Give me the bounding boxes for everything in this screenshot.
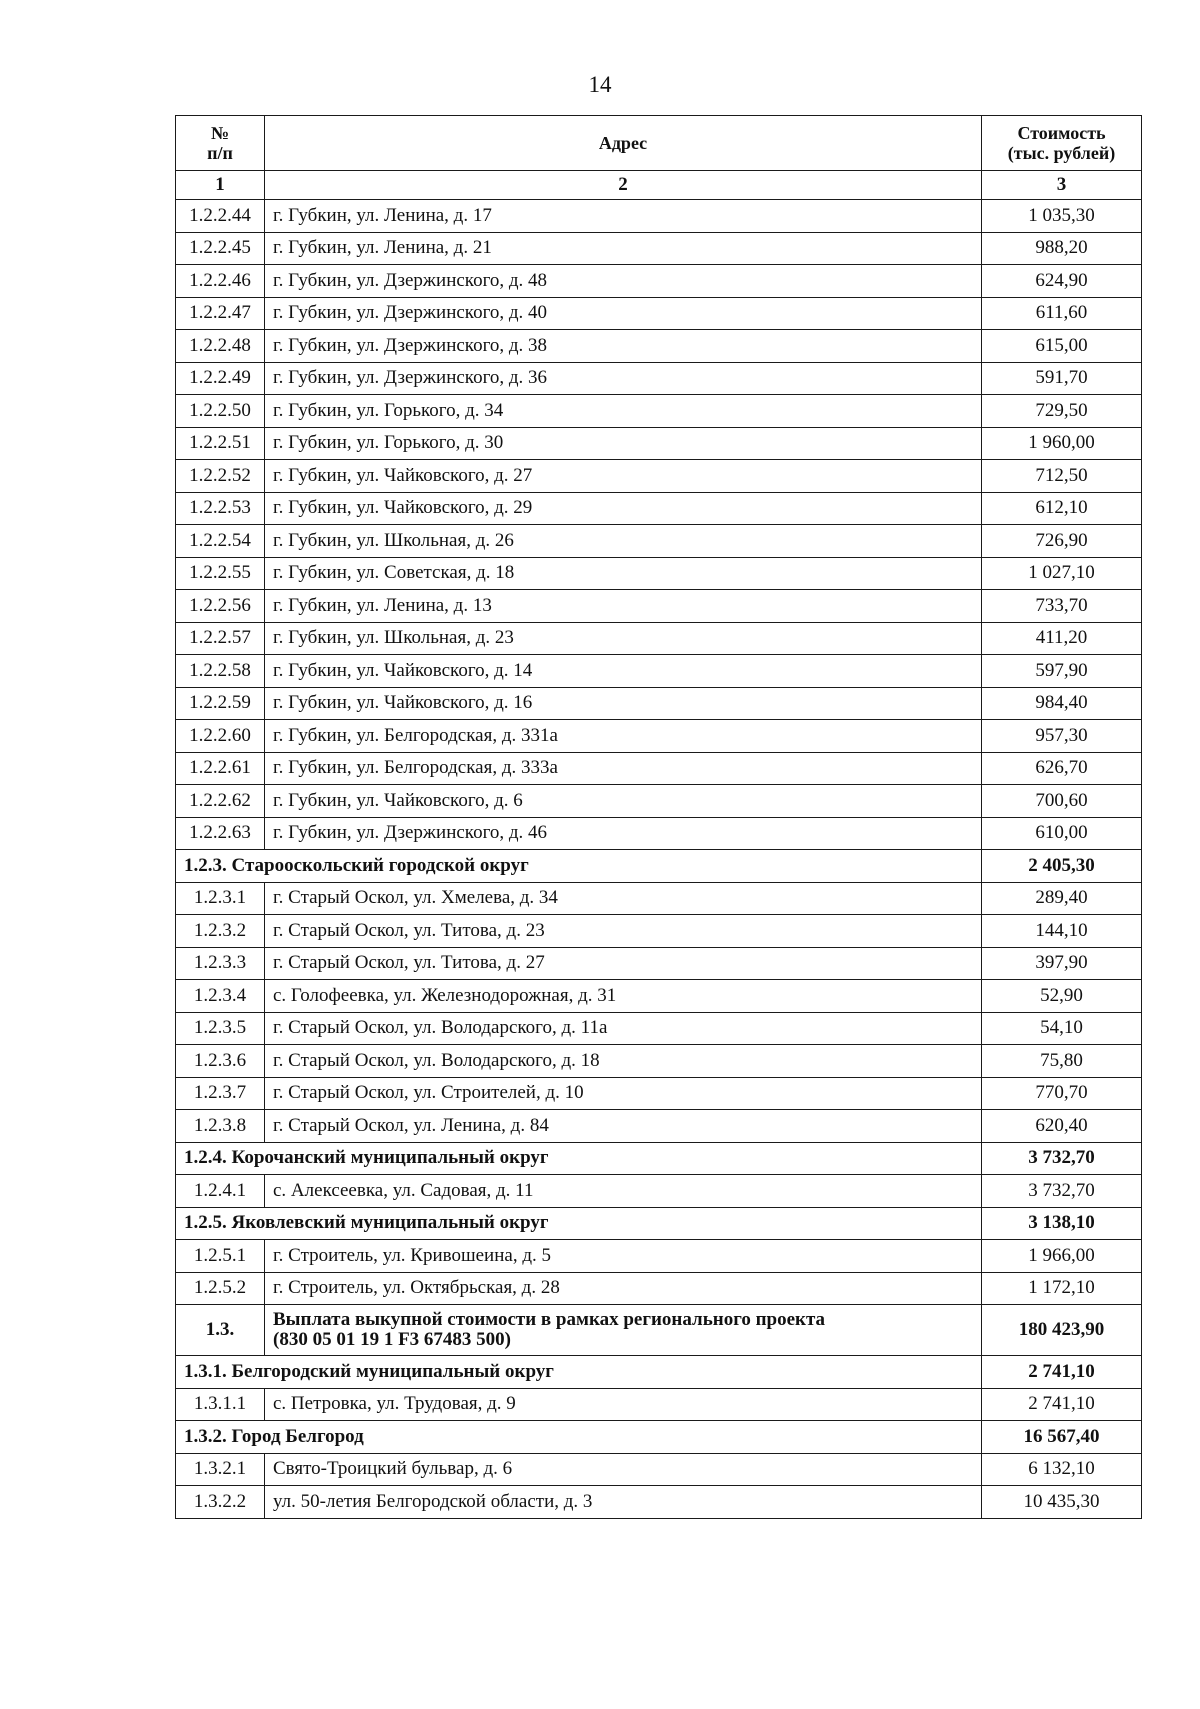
column-index: 2 [265,171,982,200]
row-address: г. Губкин, ул. Дзержинского, д. 36 [265,362,982,395]
row-address: ул. 50-летия Белгородской области, д. 3 [265,1486,982,1519]
table-row [176,817,1142,850]
header-address: Адрес [265,116,982,171]
row-number: 1.2.2.62 [176,785,265,818]
row-cost: 626,70 [982,752,1142,785]
row-cost: 1 966,00 [982,1240,1142,1273]
row-cost: 3 732,70 [982,1175,1142,1208]
row-number: 1.2.2.54 [176,525,265,558]
row-address: г. Губкин, ул. Горького, д. 30 [265,427,982,460]
row-cost: 620,40 [982,1110,1142,1143]
row-address: г. Губкин, ул. Белгородская, д. 331а [265,720,982,753]
table-row [176,1240,1142,1273]
row-cost: 770,70 [982,1077,1142,1110]
group-total-cost: 16 567,40 [982,1421,1142,1454]
row-cost: 144,10 [982,915,1142,948]
row-address: с. Петровка, ул. Трудовая, д. 9 [265,1388,982,1421]
group-total-cost: 3 138,10 [982,1207,1142,1240]
group-row [176,1421,1142,1454]
header-cost: Стоимость (тыс. рублей) [982,116,1142,171]
table-row [176,232,1142,265]
table-row [176,1012,1142,1045]
row-number: 1.2.2.56 [176,590,265,623]
row-number: 1.2.2.53 [176,492,265,525]
row-address: г. Старый Оскол, ул. Титова, д. 27 [265,947,982,980]
table-row [176,915,1142,948]
row-cost: 988,20 [982,232,1142,265]
row-address: г. Губкин, ул. Ленина, д. 21 [265,232,982,265]
row-address: г. Губкин, ул. Ленина, д. 13 [265,590,982,623]
row-number: 1.2.3.4 [176,980,265,1013]
row-cost: 700,60 [982,785,1142,818]
page-number: 14 [588,72,612,97]
row-number: 1.3.1.1 [176,1388,265,1421]
row-number: 1.2.2.44 [176,200,265,233]
row-number: 1.2.2.58 [176,655,265,688]
row-address: г. Губкин, ул. Ленина, д. 17 [265,200,982,233]
row-number: 1.2.3.1 [176,882,265,915]
table-row [176,1110,1142,1143]
row-number: 1.2.2.45 [176,232,265,265]
group-row [176,1142,1142,1175]
table-row [176,947,1142,980]
row-number: 1.2.2.52 [176,460,265,493]
table-row [176,1388,1142,1421]
table-header-row [176,116,1142,171]
row-address: г. Строитель, ул. Кривошеина, д. 5 [265,1240,982,1273]
row-number: 1.2.3.5 [176,1012,265,1045]
group-title: 1.2.5. Яковлевский муниципальный округ [176,1207,982,1240]
row-cost: 610,00 [982,817,1142,850]
row-cost: 957,30 [982,720,1142,753]
row-address: г. Губкин, ул. Дзержинского, д. 40 [265,297,982,330]
row-number: 1.2.2.55 [176,557,265,590]
row-number: 1.2.4.1 [176,1175,265,1208]
row-number: 1.2.3.2 [176,915,265,948]
table-row [176,427,1142,460]
group-title: 1.3.2. Город Белгород [176,1421,982,1454]
row-address: с. Алексеевка, ул. Садовая, д. 11 [265,1175,982,1208]
section-title: Выплата выкупной стоимости в рамках регионального проекта (830 05 01 19 1 F3 67483 500) [265,1305,982,1356]
table-row [176,1453,1142,1486]
row-number: 1.2.3.7 [176,1077,265,1110]
row-number: 1.2.5.2 [176,1272,265,1305]
row-cost: 984,40 [982,687,1142,720]
row-number: 1.2.2.61 [176,752,265,785]
row-number: 1.2.3.6 [176,1045,265,1078]
row-cost: 2 741,10 [982,1388,1142,1421]
row-address: г. Старый Оскол, ул. Володарского, д. 11а [265,1012,982,1045]
row-address: г. Строитель, ул. Октябрьская, д. 28 [265,1272,982,1305]
table-row [176,882,1142,915]
row-address: г. Старый Оскол, ул. Титова, д. 23 [265,915,982,948]
table-row [176,297,1142,330]
row-number: 1.2.2.46 [176,265,265,298]
table-row [176,460,1142,493]
row-address: Свято-Троицкий бульвар, д. 6 [265,1453,982,1486]
row-address: г. Губкин, ул. Школьная, д. 23 [265,622,982,655]
row-cost: 712,50 [982,460,1142,493]
group-total-cost: 2 741,10 [982,1356,1142,1389]
cost-register-table [175,115,1142,1519]
row-cost: 411,20 [982,622,1142,655]
table-row [176,525,1142,558]
table-row [176,492,1142,525]
group-row [176,1207,1142,1240]
section-total-cost: 180 423,90 [982,1305,1142,1356]
row-address: г. Старый Оскол, ул. Ленина, д. 84 [265,1110,982,1143]
table-row [176,980,1142,1013]
row-number: 1.2.2.49 [176,362,265,395]
row-number: 1.2.2.50 [176,395,265,428]
row-cost: 1 172,10 [982,1272,1142,1305]
group-total-cost: 2 405,30 [982,850,1142,883]
row-cost: 52,90 [982,980,1142,1013]
row-address: г. Губкин, ул. Чайковского, д. 6 [265,785,982,818]
section-number: 1.3. [176,1305,265,1356]
row-address: г. Губкин, ул. Дзержинского, д. 38 [265,330,982,363]
row-address: г. Губкин, ул. Горького, д. 34 [265,395,982,428]
row-address: г. Старый Оскол, ул. Володарского, д. 18 [265,1045,982,1078]
row-cost: 615,00 [982,330,1142,363]
row-cost: 729,50 [982,395,1142,428]
row-number: 1.2.2.60 [176,720,265,753]
group-total-cost: 3 732,70 [982,1142,1142,1175]
row-number: 1.3.2.2 [176,1486,265,1519]
row-cost: 612,10 [982,492,1142,525]
row-address: г. Губкин, ул. Дзержинского, д. 46 [265,817,982,850]
table-row [176,395,1142,428]
row-address: г. Губкин, ул. Школьная, д. 26 [265,525,982,558]
group-row [176,850,1142,883]
section-row [176,1305,1142,1356]
row-number: 1.2.3.8 [176,1110,265,1143]
group-row [176,1356,1142,1389]
row-cost: 1 027,10 [982,557,1142,590]
column-index: 1 [176,171,265,200]
row-address: г. Губкин, ул. Чайковского, д. 29 [265,492,982,525]
column-index: 3 [982,171,1142,200]
table-row [176,1077,1142,1110]
row-cost: 733,70 [982,590,1142,623]
column-index-row [176,171,1142,200]
row-cost: 289,40 [982,882,1142,915]
row-cost: 10 435,30 [982,1486,1142,1519]
row-address: г. Губкин, ул. Чайковского, д. 16 [265,687,982,720]
row-address: г. Старый Оскол, ул. Хмелева, д. 34 [265,882,982,915]
row-cost: 1 035,30 [982,200,1142,233]
row-cost: 597,90 [982,655,1142,688]
table-row [176,200,1142,233]
row-number: 1.2.3.3 [176,947,265,980]
row-number: 1.2.2.63 [176,817,265,850]
row-number: 1.2.2.57 [176,622,265,655]
table-row [176,720,1142,753]
row-number: 1.2.2.48 [176,330,265,363]
table-row [176,752,1142,785]
row-number: 1.2.2.59 [176,687,265,720]
table-row [176,362,1142,395]
row-cost: 726,90 [982,525,1142,558]
row-cost: 397,90 [982,947,1142,980]
row-cost: 1 960,00 [982,427,1142,460]
row-cost: 54,10 [982,1012,1142,1045]
row-cost: 624,90 [982,265,1142,298]
row-number: 1.3.2.1 [176,1453,265,1486]
table-row [176,1272,1142,1305]
row-address: г. Губкин, ул. Советская, д. 18 [265,557,982,590]
row-number: 1.2.2.47 [176,297,265,330]
table-row [176,1486,1142,1519]
row-address: с. Голофеевка, ул. Железнодорожная, д. 31 [265,980,982,1013]
row-address: г. Губкин, ул. Белгородская, д. 333а [265,752,982,785]
table-row [176,590,1142,623]
table-row [176,330,1142,363]
table-row [176,785,1142,818]
table-body [176,200,1142,1519]
table-row [176,1175,1142,1208]
row-address: г. Губкин, ул. Дзержинского, д. 48 [265,265,982,298]
table-row [176,1045,1142,1078]
group-title: 1.3.1. Белгородский муниципальный округ [176,1356,982,1389]
row-number: 1.2.2.51 [176,427,265,460]
row-cost: 6 132,10 [982,1453,1142,1486]
table-row [176,557,1142,590]
row-cost: 75,80 [982,1045,1142,1078]
table-row [176,687,1142,720]
row-address: г. Губкин, ул. Чайковского, д. 27 [265,460,982,493]
group-title: 1.2.3. Старооскольский городской округ [176,850,982,883]
table-row [176,622,1142,655]
group-title: 1.2.4. Корочанский муниципальный округ [176,1142,982,1175]
header-num: № п/п [176,116,265,171]
table-row [176,265,1142,298]
row-address: г. Губкин, ул. Чайковского, д. 14 [265,655,982,688]
row-number: 1.2.5.1 [176,1240,265,1273]
row-address: г. Старый Оскол, ул. Строителей, д. 10 [265,1077,982,1110]
row-cost: 611,60 [982,297,1142,330]
table-row [176,655,1142,688]
row-cost: 591,70 [982,362,1142,395]
